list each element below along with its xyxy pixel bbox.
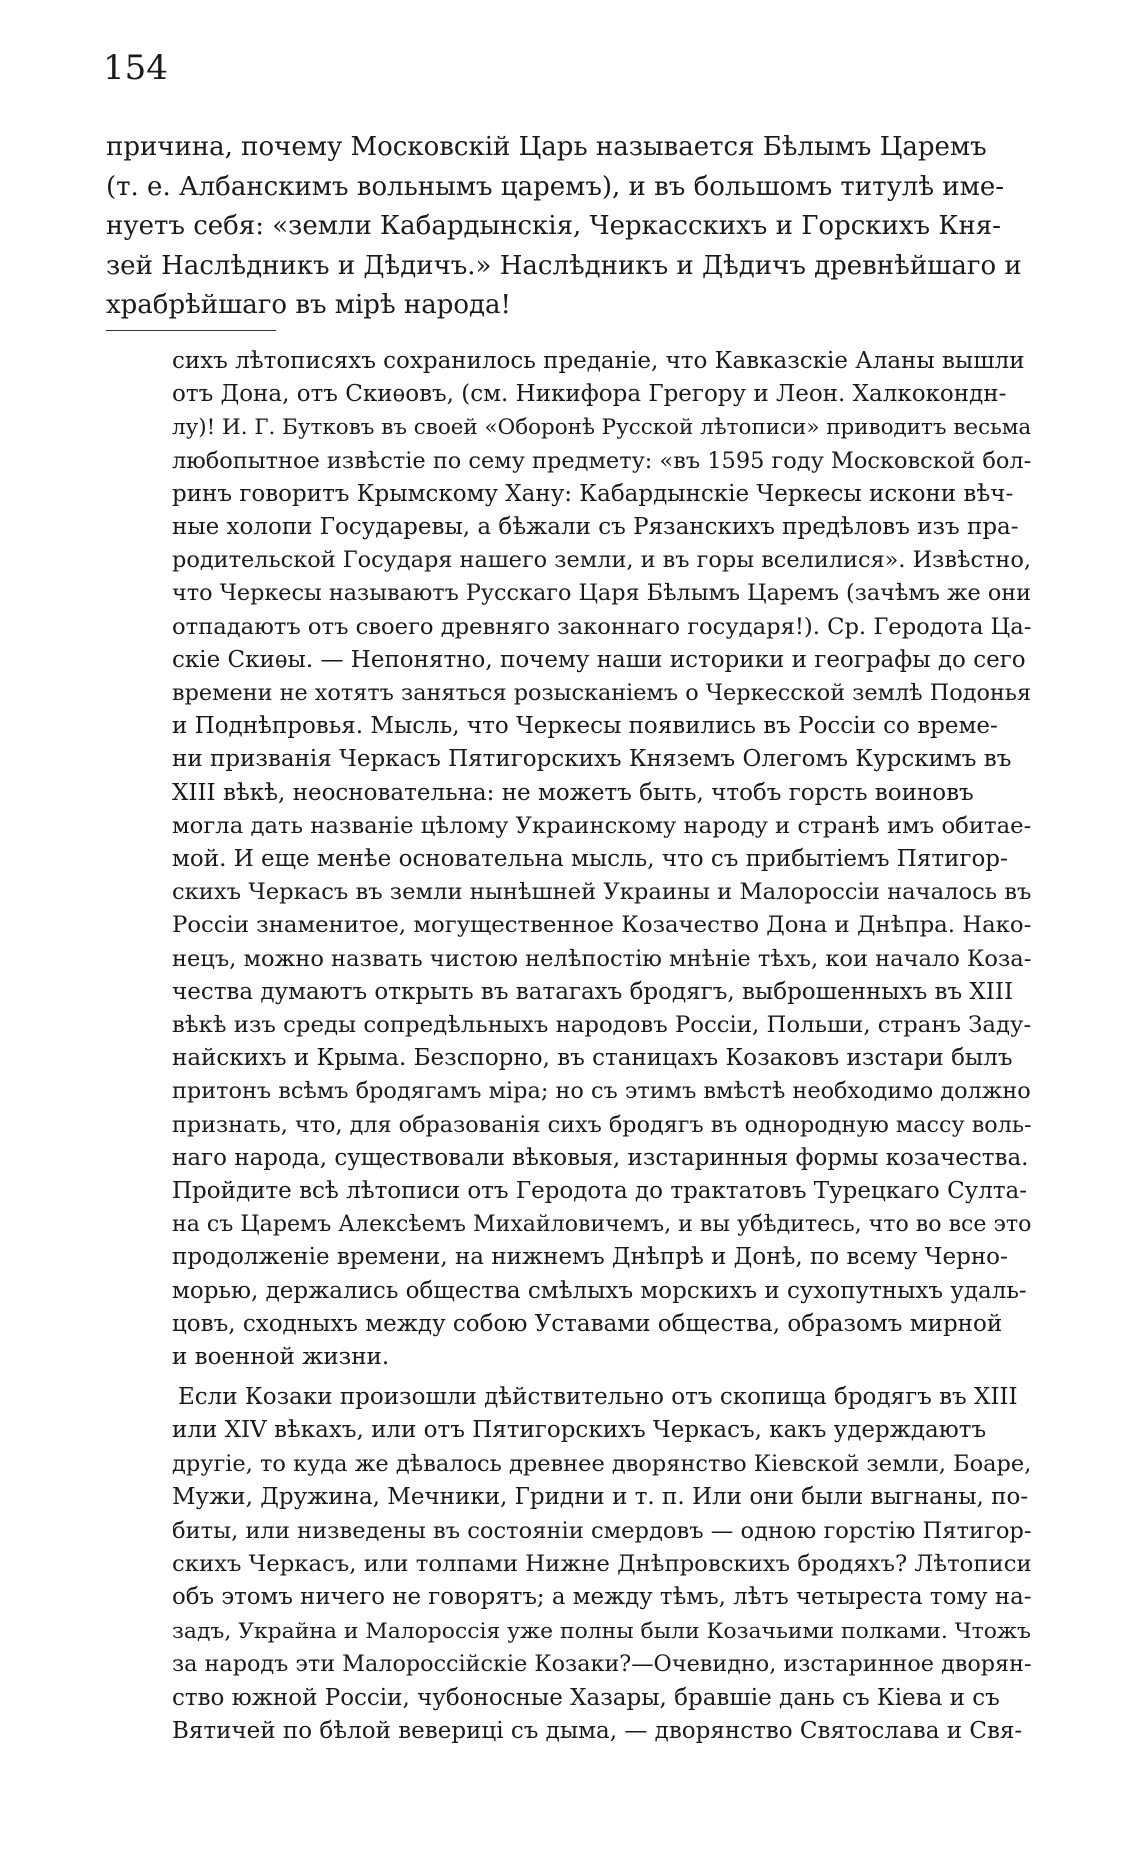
footnote-line: отъ Дона, отъ Скиѳовъ, (см. Никифора Грегору и Леон. Халкокондн- (172, 381, 1007, 408)
text-line: зей Наслѣдникъ и Дѣдичъ.» Наслѣдникъ и Дѣдичъ древнѣйшаго и (106, 250, 1022, 281)
footnote-line: цовъ, сходныхъ между собою Уставами общества, образомъ мирной (172, 1310, 1003, 1337)
footnote-line: что Черкесы называютъ Русскаго Царя Бѣлымъ Царемъ (зачѣмъ же они (172, 580, 1032, 607)
footnote-line: времени не хотятъ заняться розысканіемъ о Черкесской землѣ Подонья (172, 680, 1032, 707)
footnote-line: нецъ, можно назвать чистою нелѣпостію мнѣніе тѣхъ, кои начало Коза- (172, 945, 1032, 972)
footnote-line: Россіи знаменитое, могущественное Козачество Дона и Днѣпра. Нако- (172, 912, 1032, 939)
footnote-divider (106, 330, 276, 331)
text-line: Мужи, Дружина, Мечники, Гридни и т. п. Или они были выгнаны, по- (172, 1484, 1029, 1511)
footnote-line: могла дать названіе цѣлому Украинскому народу и странѣ имъ обитае- (172, 812, 1032, 839)
text-line: ство южной Россіи, чубоносные Хазары, бравшіе дань съ Кіева и съ (172, 1684, 1000, 1711)
footnote-line: любопытное извѣстіе по сему предмету: «въ 1595 году Московской бол- (172, 447, 1032, 474)
footnote-line: на съ Царемъ Алексѣемъ Михайловичемъ, и вы убѣдитесь, что во все это (172, 1211, 1032, 1238)
footnote-line: ни призванія Черкасъ Пятигорскихъ Княземъ Олегомъ Курскимъ въ (172, 746, 1012, 773)
footnote-line: найскихъ и Крыма. Безспорно, въ станицахъ Козаковъ изстари былъ (172, 1045, 1013, 1072)
footnote-line: сихъ лѣтописяхъ сохранилось преданіе, что Кавказскіе Аланы вышли (172, 348, 1025, 374)
text-line: (т. е. Албанскимъ вольнымъ царемъ), и въ большомъ титулѣ име- (106, 171, 1004, 202)
text-line: за народъ эти Малороссійскіе Козаки?—Очевидно, изстаринное дворян- (172, 1651, 1032, 1678)
footnote-line: продолженіе времени, на нижнемъ Днѣпрѣ и Донѣ, по всему Черно- (172, 1244, 1008, 1271)
footnote-line: Пройдите всѣ лѣтописи отъ Геродота до трактатовъ Турецкаго Султа- (172, 1178, 1028, 1205)
footnote-line: скихъ Черкасъ въ земли нынѣшней Украины и Малороссіи началось въ (172, 879, 1032, 906)
footnote-line: и военной жизни. (172, 1344, 390, 1371)
footnote-line: лу)! И. Г. Бутковъ въ своей «Оборонѣ Русской лѣтописи» приводитъ весьма (172, 415, 1032, 441)
footnote-line: вѣкѣ изъ среды сопредѣльныхъ народовъ Россіи, Польши, странъ Заду- (172, 1012, 1032, 1039)
text-line: Если Козаки произошли дѣйствительно отъ скопища бродягъ въ XIII (178, 1384, 1018, 1410)
page-number: 154 (103, 48, 168, 88)
footnote-line: родительской Государя нашего земли, и въ горы вселилися». Извѣстно, (172, 547, 1031, 574)
main-text-block (106, 128, 1036, 326)
text-line: объ этомъ ничего не говорятъ; а между тѣмъ, лѣтъ четыреста тому на- (172, 1584, 1032, 1611)
text-line: биты, или низведены въ состояніи смердовъ — одною горстію Пятигор- (172, 1517, 1032, 1544)
text-line: причина, почему Московскій Царь называется Бѣлымъ Царемъ (106, 132, 987, 162)
text-line: или XIV вѣкахъ, или отъ Пятигорскихъ Черкасъ, какъ удерждаютъ (172, 1417, 987, 1444)
footnote-line: мой. И еще менѣе основательна мысль, что съ прибытіемъ Пятигор- (172, 846, 1008, 873)
footnote-line: притонъ всѣмъ бродягамъ міра; но съ этимъ вмѣстѣ необходимо должно (172, 1078, 1031, 1105)
text-line: Вятичей по бѣлой вевериці съ дыма, — дворянство Святослава и Свя- (172, 1718, 1023, 1745)
footnote-line: признать, что, для образованія сихъ бродягъ въ однородную массу воль- (172, 1111, 1032, 1138)
footnote-line: морью, держались общества смѣлыхъ морскихъ и сухопутныхъ удаль- (172, 1277, 1027, 1304)
footnote-line: скіе Скиѳы. — Непонятно, почему наши историки и географы до сего (172, 646, 1026, 673)
text-line: храбрѣйшаго въ мірѣ народа! (106, 290, 511, 320)
footnote-line: чества думаютъ открыть въ ватагахъ бродягъ, выброшенныхъ въ XIII (172, 978, 1014, 1005)
footnote-block (106, 345, 1036, 1374)
footnote-line: наго народа, существовали вѣковыя, изстаринныя формы козачества. (172, 1144, 1029, 1171)
text-line: задъ, Украйна и Малороссія уже полны были Козачьими полками. Чтожъ (172, 1618, 1031, 1644)
footnote-line: ринъ говоритъ Крымскому Хану: Кабардынскіе Черкесы искони вѣч- (172, 480, 1014, 507)
footnote-line: XIII вѣкѣ, неосновательна: не можетъ быть, чтобъ горсть воиновъ (172, 779, 974, 806)
text-line: скихъ Черкасъ, или толпами Нижне Днѣпровскихъ бродяхъ? Лѣтописи (172, 1551, 1032, 1578)
text-line: другіе, то куда же дѣвалось древнее дворянство Кіевской земли, Боаре, (172, 1450, 1032, 1477)
footnote-line: отпадаютъ отъ своего древняго законнаго государя!). Ср. Геродота Ца- (172, 613, 1032, 640)
footnote-line: и Поднѣпровья. Мысль, что Черкесы появились въ Россіи со време- (172, 713, 998, 740)
footnote-line: ные холопи Государевы, а бѣжали съ Рязанскихъ предѣловъ изъ пра- (172, 514, 1019, 541)
paragraph-block (106, 1381, 1036, 1748)
text-line: нуетъ себя: «земли Кабардынскія, Черкасскихъ и Горскихъ Кня- (106, 211, 1001, 241)
